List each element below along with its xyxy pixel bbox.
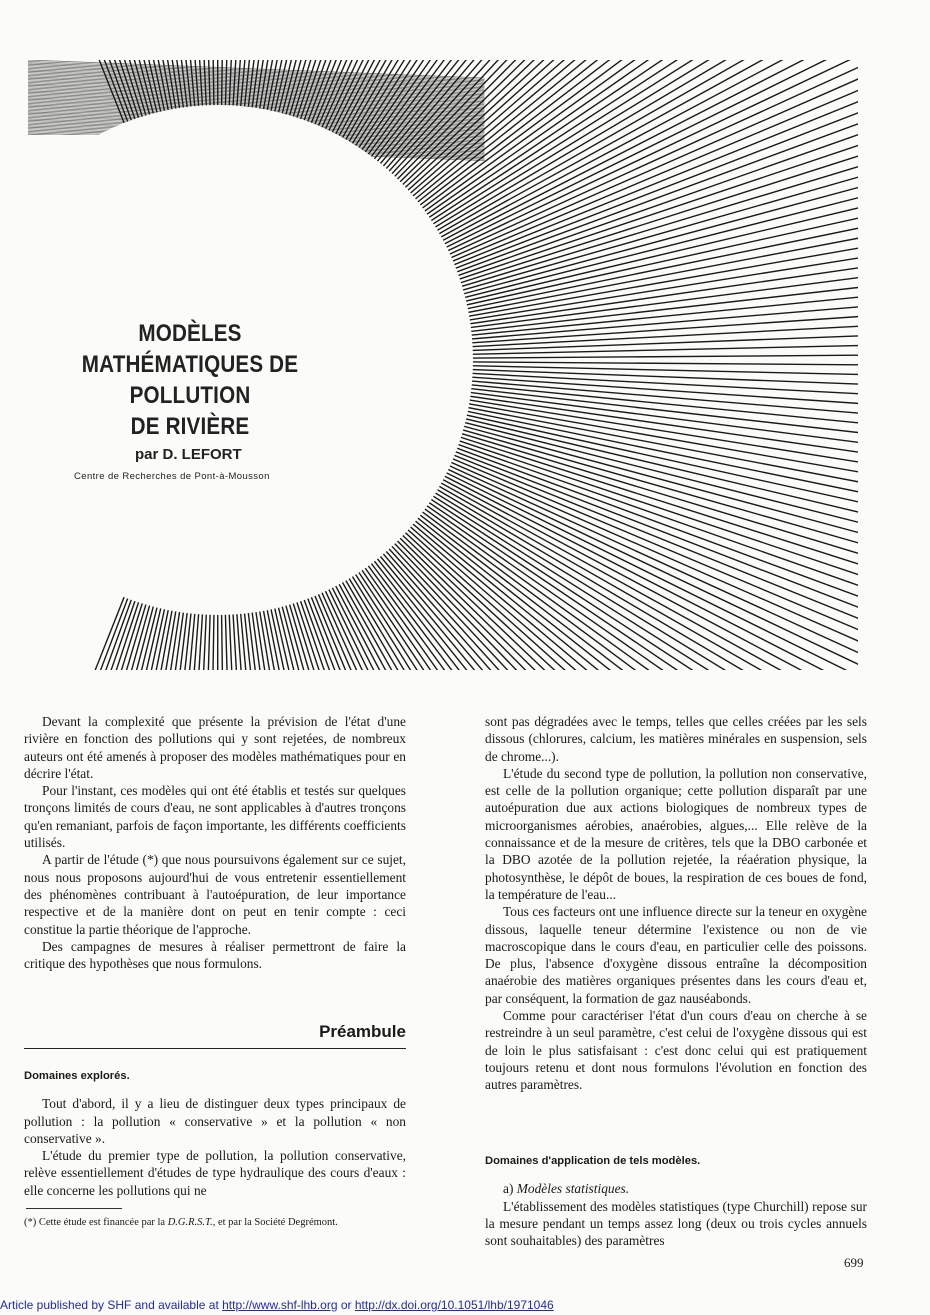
title-line-1: MODÈLES	[138, 320, 242, 347]
availability-text: Article published by SHF and available at	[0, 1298, 223, 1312]
body-paragraph: L'étude du premier type de pollution, la pollution conservative, relève essentiellement d'études de type hydraulique des cours d'eaux : elle concerne les pollutions qui ne	[24, 1148, 406, 1198]
intro-paragraph: Devant la complexité que présente la prévision de l'état d'une rivière en fonction des pollutions qui y sont rejetées, de nombreux auteurs ont été amenés à proposer des modèles mathématiques pour en décrire l'état.	[24, 714, 406, 781]
subsection-a	[485, 1180, 867, 1197]
intro-paragraph: Pour l'instant, ces modèles qui ont été établis et testés sur quelques tronçons limités de cours d'eau, ne sont applicables à d'autres tronçons qu'en remaniant, parfois de façon importante, les différents coefficients utilisés.	[24, 783, 406, 851]
doi-link[interactable]: http://dx.doi.org/10.1051/lhb/1971046	[354, 1298, 554, 1312]
intro-paragraph: Des campagnes de mesures à réaliser permettront de faire la critique des hypothèses que nous formulons.	[24, 938, 406, 972]
body-paragraph: Comme pour caractériser l'état d'un cours d'eau on cherche à se restreindre à un seul paramètre, c'est celui de l'oxygène dissous qui est de loin le plus satisfaisant : c'est donc celui qui est pratiquement toujours retenu et dont nous formulons l'évolution en fonction des autres paramètres.	[485, 1008, 867, 1093]
body-paragraph: sont pas dégradées avec le temps, telles que celles créées par les sels dissous (chlorures, calcium, les matières minérales en suspension, sels de chrome...).	[485, 714, 867, 764]
shf-link[interactable]: http://www.shf-lhb.org	[222, 1298, 338, 1312]
right-column	[485, 713, 867, 1094]
body-paragraph: Tous ces facteurs ont une influence directe sur la teneur en oxygène dissous, laquelle teneur détermine l'existence ou non de vie macroscopique dans le cours d'eau, en particulier celle des poissons. De plus, l'absence d'oxygène dissous entraîne la décomposition anaérobie des matières organiques présentes dans les cours d'eau et, par conséquent, la formation de gaz nauséabonds.	[485, 904, 867, 1006]
title-line-2: MATHÉMATIQUES DE POLLUTION	[81, 351, 299, 409]
availability-bar	[0, 1298, 554, 1312]
body-paragraph: L'établissement des modèles statistiques (type Churchill) repose sur la mesure pendant un temps assez long (deux ou trois cycles annuels sont souhaitables) des paramètres	[485, 1198, 867, 1249]
article-title	[44, 318, 336, 442]
intro-paragraph: A partir de l'étude (*) que nous poursuivons également sur ce sujet, nous nous proposons aujourd'hui de vous entretenir essentiellement des phénomènes contribuant à l'autoépuration, de leur importance respective et de la manière dont on peut en tenir compte : ceci constitue la partie théorique de l'approche.	[24, 852, 406, 937]
body-paragraph: L'étude du second type de pollution, la pollution non conservative, est celle de la pollution organique; cette pollution disparaît par une autoépuration due aux actions biologiques de nombreux types de microorganismes aérobies, anaérobies, algues,... Elle relève de la connaissance et de la mesure de critères, tels que la DBO carbonée et la DBO azotée de la pollution rejetée, la réaération physique, la photosynthèse, le dépôt de boues, la respiration de ces boues de fond, la température de l'eau...	[485, 765, 867, 902]
title-line-3: DE RIVIÈRE	[130, 413, 250, 440]
affiliation: Centre de Recherches de Pont-à-Mousson	[74, 471, 270, 482]
subsection-a-title: Modèles statistiques.	[516, 1181, 630, 1197]
page-number: 699	[844, 1255, 864, 1270]
body-paragraph: Tout d'abord, il y a lieu de distinguer deux types principaux de pollution : la pollution « conservative » et la pollution « non conservative ».	[24, 1096, 406, 1146]
section-title-preambule: Préambule	[24, 1022, 406, 1049]
right-column-lower	[485, 1153, 867, 1249]
footnote-text-pre: (*) Cette étude est financée par la	[24, 1217, 168, 1228]
footnote-org: D.G.R.S.T.	[167, 1217, 213, 1228]
subheading-domaines-application: Domaines d'application de tels modèles.	[485, 1155, 701, 1167]
footnote-divider	[26, 1208, 122, 1209]
subsection-a-prefix: a)	[503, 1181, 517, 1197]
availability-or: or	[337, 1298, 355, 1312]
footnote-text-post: , et par la Société Degrémont.	[212, 1217, 338, 1228]
intro-column	[24, 713, 406, 972]
preambule-column	[24, 1068, 406, 1199]
author: par D. LEFORT	[135, 446, 242, 463]
subheading-domaines-explores: Domaines explorés.	[24, 1070, 130, 1082]
footnote	[24, 1216, 406, 1229]
